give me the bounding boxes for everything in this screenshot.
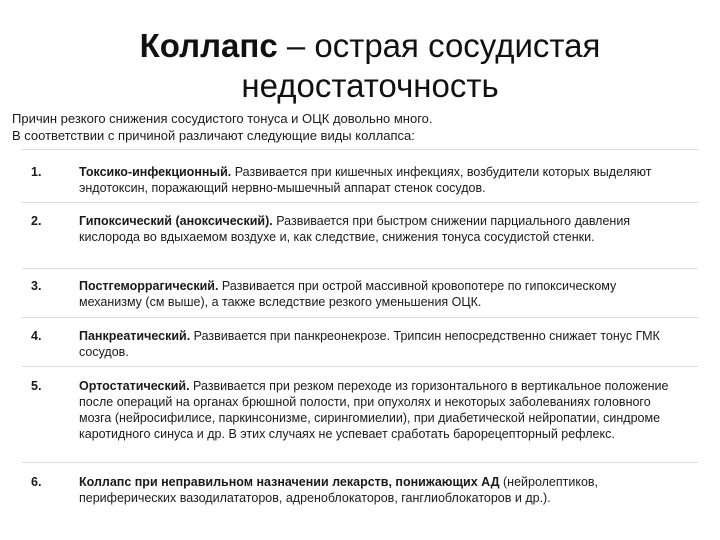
item-heading: Ортостатический.: [79, 379, 190, 393]
item-heading: Коллапс при неправильном назначении лекарств, понижающих АД: [79, 475, 500, 489]
item-heading: Токсико-инфекционный.: [79, 165, 232, 179]
row-divider: [22, 462, 698, 463]
item-number: 5.: [31, 379, 42, 393]
item-number: 2.: [31, 214, 42, 228]
item-body: Развивается при панкреонекрозе. Трипсин непосредственно снижает тонус ГМК сосудов.: [79, 329, 660, 359]
item-text: [79, 213, 679, 245]
item-body: Развивается при кишечных инфекциях, возбудители которых выделяют эндотоксин, поражающий нервно-мышечный аппарат стенок сосудов.: [79, 165, 652, 195]
item-body: Развивается при острой массивной кровопотере по гипоксическому механизму (см выше), а также вследствие резкого уменьшения ОЦК.: [79, 279, 617, 309]
item-text: [79, 474, 679, 506]
item-number: 3.: [31, 279, 42, 293]
intro-line-2: В соответствии с причиной различают следующие виды коллапса:: [12, 128, 415, 143]
row-divider: [22, 202, 698, 203]
item-text: [79, 164, 679, 196]
item-heading: Гипоксический (аноксический).: [79, 214, 273, 228]
row-divider: [22, 149, 698, 150]
intro-text: [12, 110, 702, 144]
row-divider: [22, 268, 698, 269]
item-number: 1.: [31, 165, 42, 179]
row-divider: [22, 317, 698, 318]
slide-title-bold: Коллапс: [139, 27, 278, 64]
item-text: [79, 278, 679, 310]
item-body: Развивается при резком переходе из горизонтального в вертикальное положение после операций на органах брюшной полости, при опухолях и некоторых заболеваниях головного мозга (нейросифилисе, паркинсонизме, сирингомиелии), при диабетической нейропатии, синдроме каротидного синуса и др. В этих случаях не успевает сработать барорецепторный рефлекс.: [79, 379, 669, 441]
item-heading: Панкреатический.: [79, 329, 191, 343]
item-number: 4.: [31, 329, 42, 343]
intro-line-1: Причин резкого снижения сосудистого тонуса и ОЦК довольно много.: [12, 111, 433, 126]
item-body: (нейролептиков, периферических вазодилататоров, адреноблокаторов, ганглиоблокаторов и др.).: [79, 475, 599, 505]
item-number: 6.: [31, 475, 42, 489]
row-divider: [22, 366, 698, 367]
slide-title-rest: – острая сосудистая недостаточность: [241, 27, 601, 104]
slide-title: [40, 26, 700, 106]
item-text: [79, 378, 679, 442]
item-heading: Постгеморрагический.: [79, 279, 219, 293]
item-body: Развивается при быстром снижении парциального давления кислорода во вдыхаемом воздухе и, как следствие, снижения тонуса сосудистой стенки.: [79, 214, 631, 244]
item-text: [79, 328, 679, 360]
